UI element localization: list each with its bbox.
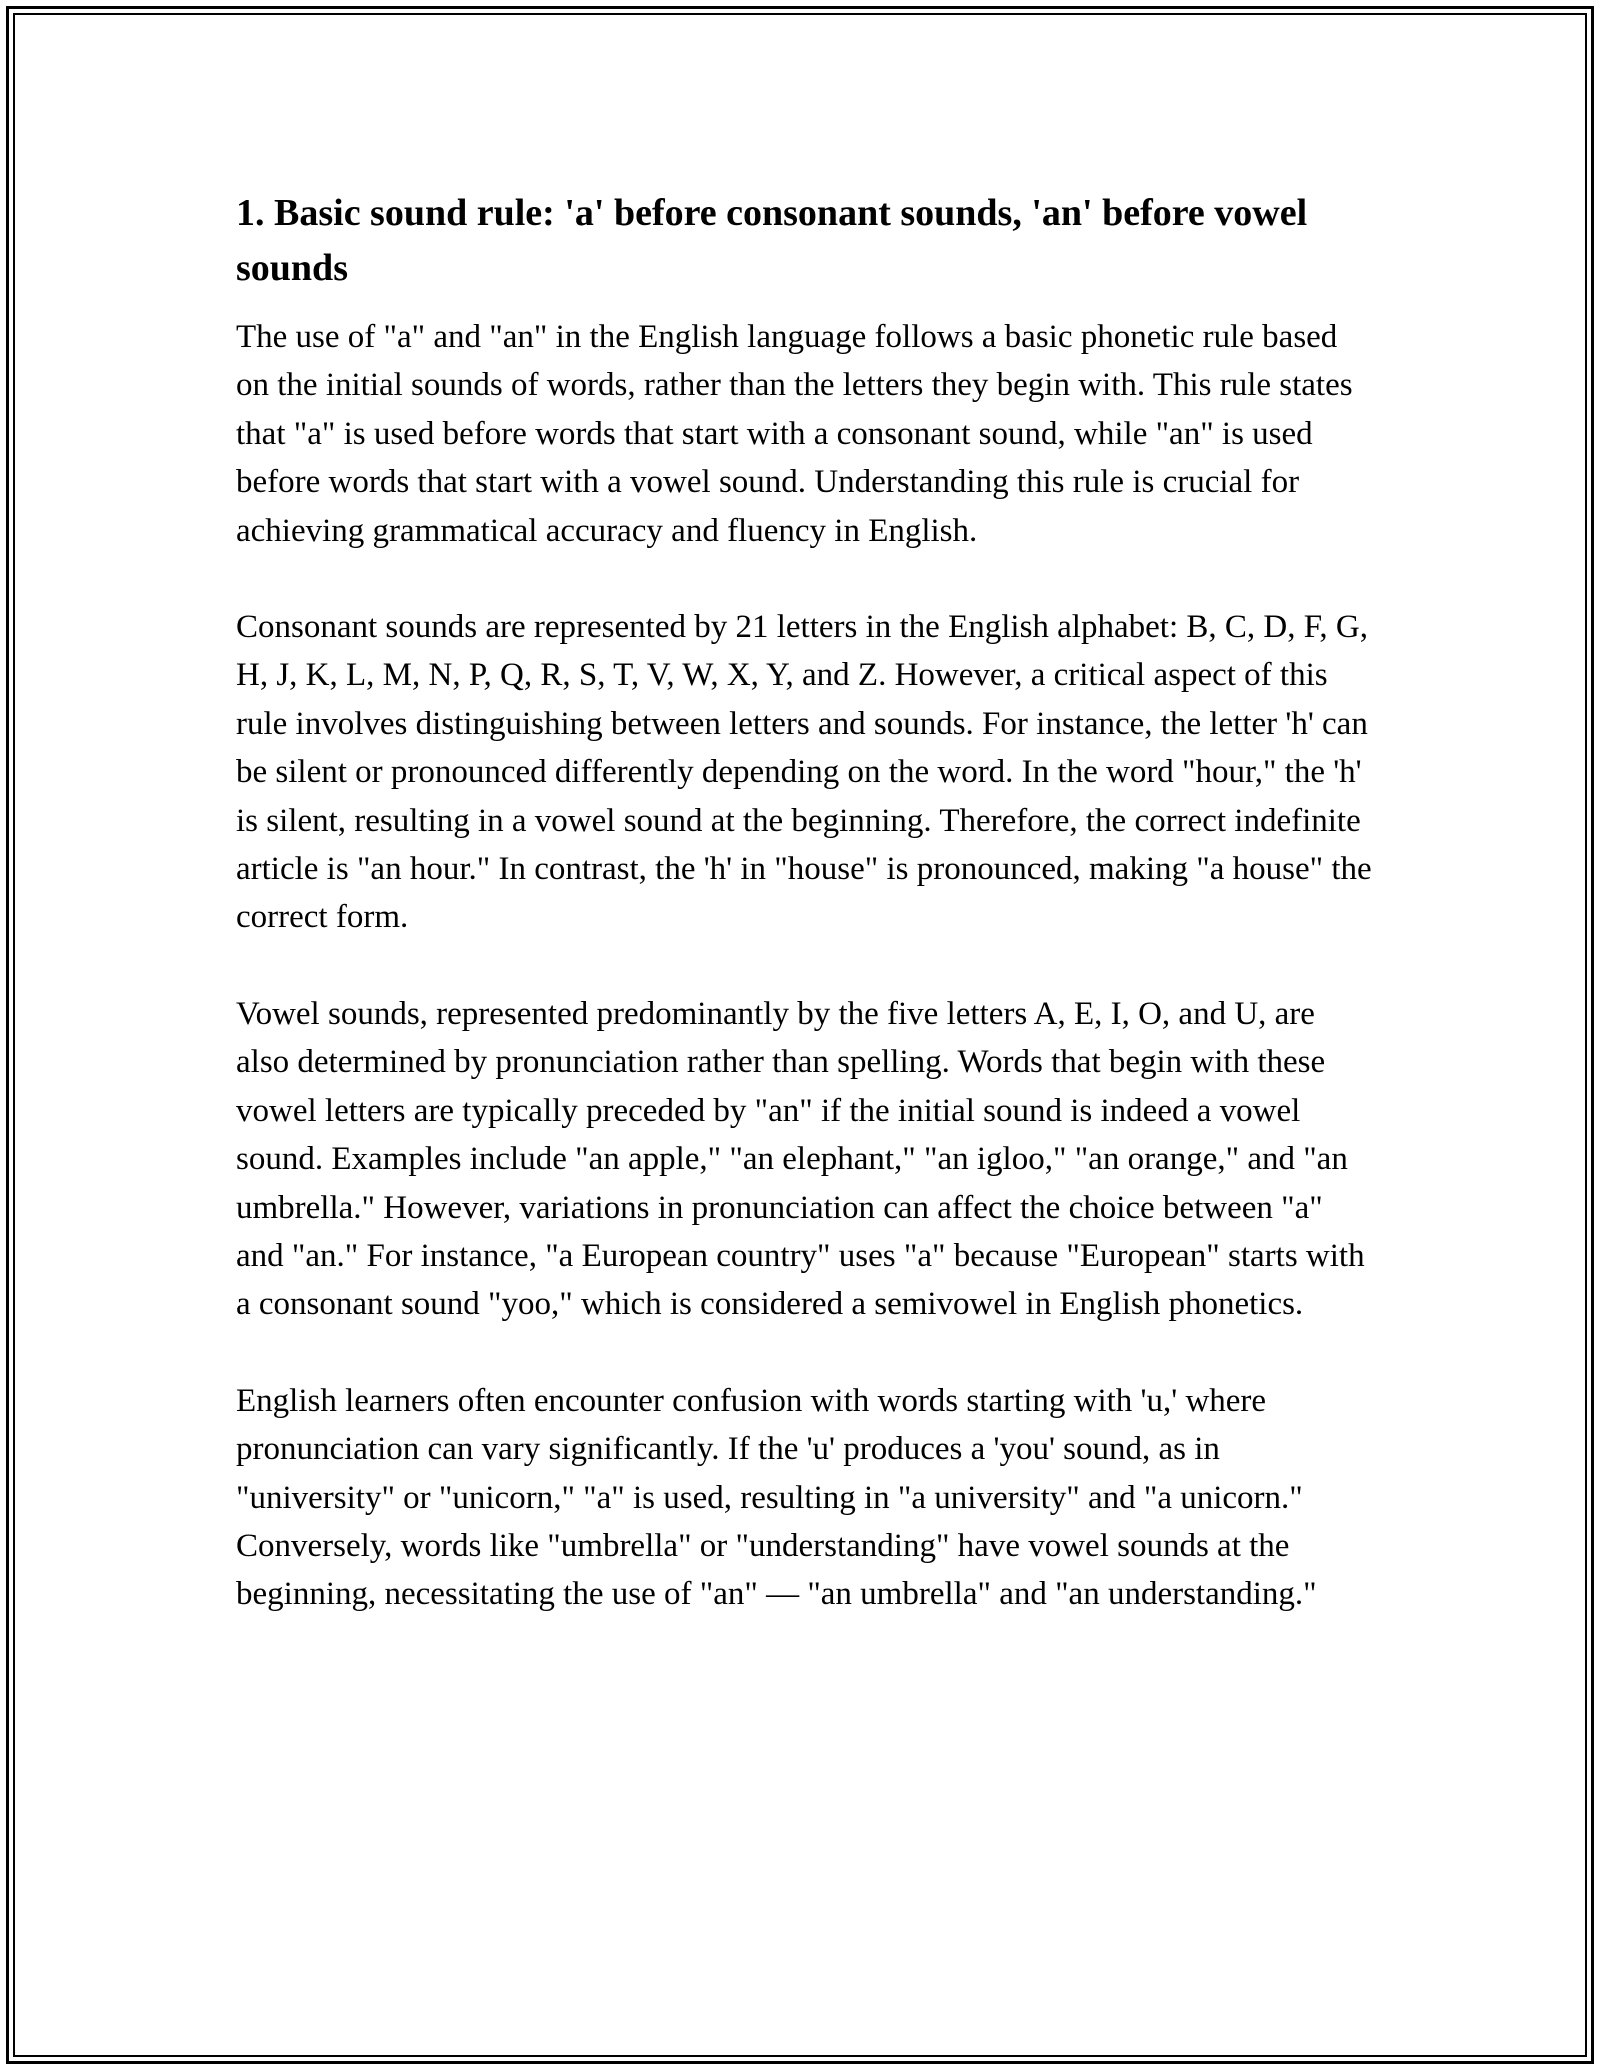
- document-body: [236, 186, 1376, 1619]
- paragraph-vowel-sounds: Vowel sounds, represented predominantly by the five letters A, E, I, O, and U, are also determined by pronunciation rather than spelling. Words that begin with these vowel letters are typically preceded by "an" if the initial sound is indeed a vowel sound. Examples include "an apple," "an elephant," "an igloo," "an orange," and "an umbrella." However, variations in pronunciation can affect the choice between "a" and "an." For instance, "a European country" uses "a" because "European" starts with a consonant sound "yoo," which is considered a semivowel in English phonetics.: [236, 995, 1365, 1323]
- section-heading: 1. Basic sound rule: 'a' before consonant sounds, 'an' before vowel sounds: [236, 192, 1308, 289]
- paragraph-intro: The use of "a" and "an" in the English language follows a basic phonetic rule based on the initial sounds of words, rather than the letters they begin with. This rule states that "a" is used before words that start with a consonant sound, while "an" is used before words that start with a vowel sound. Understanding this rule is crucial for achieving grammatical accuracy and fluency in English.: [236, 319, 1353, 549]
- paragraph-consonant-sounds: Consonant sounds are represented by 21 letters in the English alphabet: B, C, D, F, G, H, J, K, L, M, N, P, Q, R, S, T, V, W, X, Y, and Z. However, a critical aspect of this rule involves distinguishing between letters and sounds. For instance, the letter 'h' can be silent or pronounced differently depending on the word. In the word "hour," the 'h' is silent, resulting in a vowel sound at the beginning. Therefore, the correct indefinite article is "an hour." In contrast, the 'h' in "house" is pronounced, making "a house" the correct form.: [236, 609, 1372, 936]
- paragraph-u-words: English learners often encounter confusion with words starting with 'u,' where pronunciation can vary significantly. If the 'u' produces a 'you' sound, as in "university" or "unicorn," "a" is used, resulting in "a university" and "a unicorn." Conversely, words like "umbrella" or "understanding" have vowel sounds at the beginning, necessitating the use of "an" — "an umbrella" and "an understanding.": [236, 1382, 1317, 1613]
